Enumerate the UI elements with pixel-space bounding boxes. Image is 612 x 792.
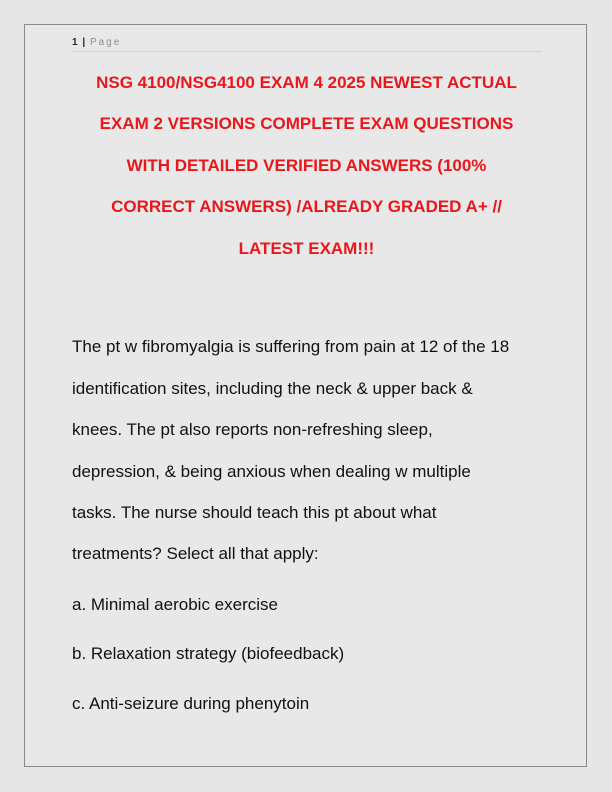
option-b: b. Relaxation strategy (biofeedback): [72, 644, 345, 663]
page-number: 1: [72, 37, 78, 48]
title-line-5: LATEST EXAM!!!: [238, 239, 375, 258]
question-line-1: The pt w fibromyalgia is suffering from pain at 12 of the 18: [72, 337, 510, 356]
document-page: [24, 24, 587, 767]
page-separator: |: [82, 37, 86, 48]
title-line-1: NSG 4100/NSG4100 EXAM 4 2025 NEWEST ACTUAL: [96, 73, 517, 92]
page-label: Page: [89, 37, 122, 48]
question-line-5: tasks. The nurse should teach this pt about what: [72, 503, 437, 522]
title-line-2: EXAM 2 VERSIONS COMPLETE EXAM QUESTIONS: [99, 114, 514, 133]
question-line-3: knees. The pt also reports non-refreshing sleep,: [72, 420, 433, 439]
page-header: [72, 37, 542, 52]
question-line-6: treatments? Select all that apply:: [72, 544, 319, 563]
question-line-4: depression, & being anxious when dealing w multiple: [72, 462, 471, 481]
title-line-3: WITH DETAILED VERIFIED ANSWERS (100%: [126, 156, 487, 175]
question-line-2: identification sites, including the neck & upper back &: [72, 379, 473, 398]
option-a: a. Minimal aerobic exercise: [72, 595, 278, 614]
title-line-4: CORRECT ANSWERS) /ALREADY GRADED A+ //: [111, 197, 502, 216]
option-c: c. Anti-seizure during phenytoin: [72, 694, 310, 713]
